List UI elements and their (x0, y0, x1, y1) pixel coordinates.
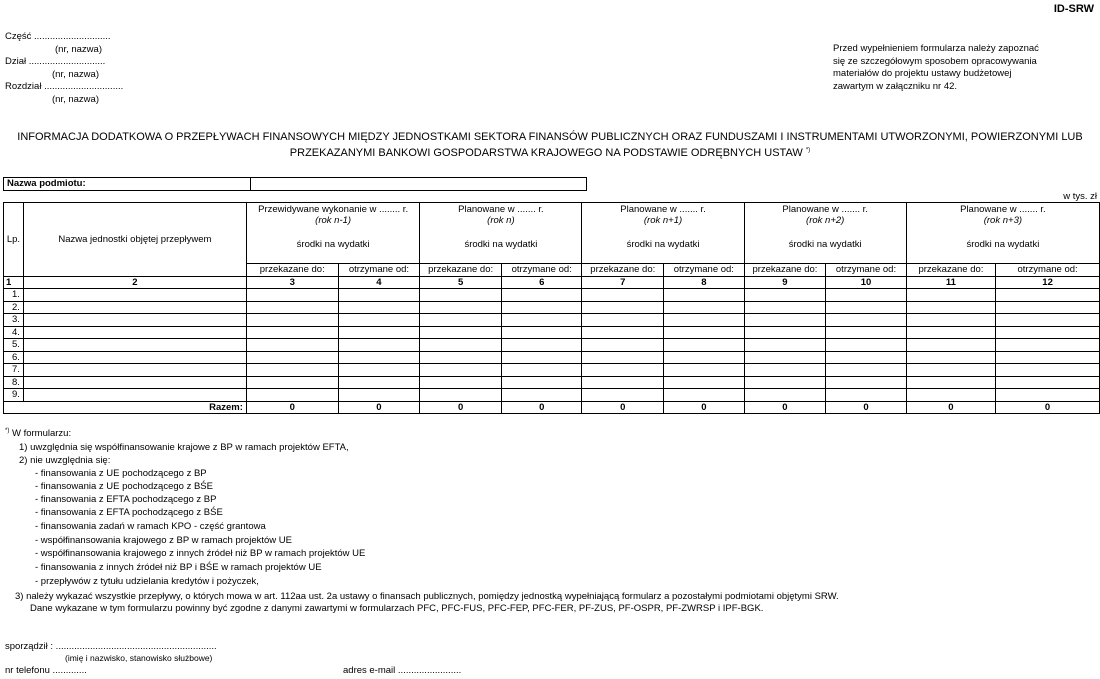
rozdzial-hint: (nr, nazwa) (52, 94, 99, 105)
table-cell[interactable] (338, 389, 420, 402)
table-cell[interactable] (420, 389, 502, 402)
table-cell[interactable] (420, 326, 502, 339)
table-cell[interactable] (906, 376, 995, 389)
instruction-line-3: materiałów do projektu ustawy budżetowej (833, 68, 1012, 79)
table-cell[interactable] (906, 389, 995, 402)
col-number: 5 (420, 276, 502, 289)
table-cell[interactable] (338, 351, 420, 364)
title-footnote-marker: *) (805, 147, 811, 154)
table-cell[interactable] (906, 351, 995, 364)
srodki-header: środki na wydatki (420, 227, 582, 264)
table-cell[interactable] (23, 389, 246, 402)
footnote-item-3-note: Dane wykazane w tym formularzu powinny być zgodne z danymi zawartymi w formularzach PFC, PFC-FUS, PFC-FEP, PFC-FER, PF-ZUS, PF-OSPR, PF-ZWRSP i IPF-BGK. (30, 603, 764, 614)
table-cell[interactable] (664, 314, 745, 327)
table-cell[interactable] (996, 376, 1100, 389)
period-header (246, 203, 419, 227)
table-cell[interactable] (906, 301, 995, 314)
table-row (4, 389, 1100, 402)
przekazane-header: przekazane do: (744, 264, 826, 277)
table-row (4, 289, 1100, 302)
table-cell[interactable] (246, 389, 338, 402)
period-title: Planowane w ....... r. (782, 204, 868, 215)
table-cell[interactable] (996, 289, 1100, 302)
srodki-header: środki na wydatki (744, 227, 906, 264)
total-label: Razem: (4, 401, 247, 414)
table-cell[interactable] (826, 326, 907, 339)
form-id: ID-SRW (1053, 3, 1094, 15)
table-cell[interactable] (420, 351, 502, 364)
total-value: 0 (338, 401, 420, 414)
footnote-item-3: 3) należy wykazać wszystkie przepływy, o których mowa w art. 112aa ust. 2a ustawy o finansach publicznych, pomiędzy jednostką wypełniającą formularz a pozostałymi podmiotami objętymi SRW. (15, 591, 839, 602)
otrzymane-header: otrzymane od: (664, 264, 745, 277)
table-cell[interactable] (246, 301, 338, 314)
table-cell[interactable] (664, 389, 745, 402)
table-cell[interactable] (420, 364, 502, 377)
col-number: 9 (744, 276, 826, 289)
nazwa-podmiotu-label: Nazwa podmiotu: (4, 178, 251, 190)
col-number: 11 (906, 276, 995, 289)
table-cell[interactable] (664, 289, 745, 302)
table-cell[interactable] (826, 376, 907, 389)
period-year: (rok n+1) (643, 215, 683, 226)
footnote-sub-item: - przepływów z tytułu udzielania kredytów i pożyczek, (35, 576, 259, 587)
period-header (906, 203, 1099, 227)
table-cell[interactable] (664, 301, 745, 314)
rozdzial-field[interactable]: Rozdział .............................. (5, 81, 124, 92)
table-cell[interactable] (664, 364, 745, 377)
table-cell[interactable] (582, 326, 664, 339)
table-cell[interactable] (23, 376, 246, 389)
otrzymane-header: otrzymane od: (996, 264, 1100, 277)
otrzymane-header: otrzymane od: (826, 264, 907, 277)
period-header (420, 203, 582, 227)
col-number: 3 (246, 276, 338, 289)
srodki-header: środki na wydatki (246, 227, 419, 264)
table-row (4, 351, 1100, 364)
period-title: Przewidywane wykonanie w ........ r. (258, 204, 409, 215)
period-title: Planowane w ....... r. (458, 204, 544, 215)
col-number: 6 (501, 276, 582, 289)
row-number: 9. (4, 389, 24, 402)
total-value: 0 (906, 401, 995, 414)
row-number: 7. (4, 364, 24, 377)
table-cell[interactable] (826, 389, 907, 402)
total-value: 0 (826, 401, 907, 414)
total-value: 0 (246, 401, 338, 414)
table-row (4, 326, 1100, 339)
total-value: 0 (582, 401, 664, 414)
row-number: 8. (4, 376, 24, 389)
phone-field[interactable]: nr telefonu ............. (5, 665, 87, 676)
row-number: 3. (4, 314, 24, 327)
table-cell[interactable] (338, 376, 420, 389)
table-cell[interactable] (906, 339, 995, 352)
table-cell[interactable] (582, 314, 664, 327)
przekazane-header: przekazane do: (420, 264, 502, 277)
col-number: 12 (996, 276, 1100, 289)
row-number: 5. (4, 339, 24, 352)
table-cell[interactable] (501, 326, 582, 339)
sporzadzil-field[interactable]: sporządził : ............................................................. (5, 641, 217, 652)
period-year: (rok n+3) (983, 215, 1023, 226)
table-cell[interactable] (582, 289, 664, 302)
table-cell[interactable] (23, 289, 246, 302)
table-cell[interactable] (246, 364, 338, 377)
table-cell[interactable] (501, 301, 582, 314)
otrzymane-header: otrzymane od: (501, 264, 582, 277)
table-cell[interactable] (996, 389, 1100, 402)
table-row (4, 301, 1100, 314)
table-cell[interactable] (501, 314, 582, 327)
total-row (4, 401, 1100, 414)
table-cell[interactable] (338, 314, 420, 327)
table-cell[interactable] (501, 389, 582, 402)
form-title-line-1: INFORMACJA DODATKOWA O PRZEPŁYWACH FINANSOWYCH MIĘDZY JEDNOSTKAMI SEKTORA FINANSÓW PUBLICZNYCH ORAZ FUNDUSZAMI I INSTRUMENTAMI UTWORZONYMI, POWIERZONYMI LUB (17, 131, 1083, 143)
table-cell[interactable] (744, 339, 826, 352)
table-cell[interactable] (996, 351, 1100, 364)
footnote-intro (5, 428, 71, 439)
footnote-sub-item: - finansowania z EFTA pochodzącego z BŚE (35, 507, 223, 518)
table-row (4, 364, 1100, 377)
footnote-sub-item: - finansowania z EFTA pochodzącego z BP (35, 494, 217, 505)
footnote-marker: *) (5, 428, 10, 434)
footnote-sub-item: - współfinansowania krajowego z innych źródeł niż BP w ramach projektów UE (35, 548, 366, 559)
przekazane-header: przekazane do: (582, 264, 664, 277)
table-cell[interactable] (246, 314, 338, 327)
total-value: 0 (501, 401, 582, 414)
table-cell[interactable] (23, 339, 246, 352)
footnote-intro-text: W formularzu: (11, 428, 72, 440)
dzial-hint: (nr, nazwa) (52, 69, 99, 80)
footnote-sub-item: - finansowania z UE pochodzącego z BP (35, 468, 207, 479)
otrzymane-header: otrzymane od: (338, 264, 420, 277)
table-cell[interactable] (501, 289, 582, 302)
table-cell[interactable] (996, 314, 1100, 327)
table-cell[interactable] (246, 376, 338, 389)
table-cell[interactable] (664, 326, 745, 339)
table-cell[interactable] (338, 339, 420, 352)
table-cell[interactable] (826, 314, 907, 327)
table-row (4, 376, 1100, 389)
nazwa-podmiotu-input[interactable] (251, 178, 586, 190)
footnote-item-1: 1) uwzględnia się współfinansowanie krajowe z BP w ramach projektów EFTA, (19, 442, 349, 453)
flows-table (3, 202, 1100, 414)
table-cell[interactable] (906, 289, 995, 302)
table-cell[interactable] (826, 339, 907, 352)
table-cell[interactable] (420, 339, 502, 352)
row-number: 4. (4, 326, 24, 339)
table-cell[interactable] (906, 326, 995, 339)
table-cell[interactable] (744, 301, 826, 314)
period-header (744, 203, 906, 227)
sporzadzil-hint: (imię i nazwisko, stanowisko służbowe) (65, 653, 213, 663)
table-cell[interactable] (826, 364, 907, 377)
col-number: 4 (338, 276, 420, 289)
table-cell[interactable] (23, 364, 246, 377)
footnote-sub-item: - finansowania z innych źródeł niż BP i BŚE w ramach projektów UE (35, 562, 322, 573)
row-number: 1. (4, 289, 24, 302)
table-cell[interactable] (582, 339, 664, 352)
table-row (4, 314, 1100, 327)
period-year: (rok n-1) (315, 215, 352, 226)
table-cell[interactable] (826, 289, 907, 302)
email-field[interactable]: adres e-mail ........................ (343, 665, 462, 676)
table-cell[interactable] (996, 326, 1100, 339)
footnote-sub-item: - współfinansowania krajowego z BP w ramach projektów UE (35, 535, 292, 546)
table-cell[interactable] (996, 339, 1100, 352)
table-cell[interactable] (338, 301, 420, 314)
period-year: (rok n) (487, 215, 515, 226)
table-cell[interactable] (744, 351, 826, 364)
table-cell[interactable] (501, 351, 582, 364)
table-cell[interactable] (744, 376, 826, 389)
table-cell[interactable] (664, 376, 745, 389)
table-cell[interactable] (826, 351, 907, 364)
instruction-line-2: się ze szczegółowym sposobem opracowywania (833, 56, 1037, 67)
table-cell[interactable] (582, 376, 664, 389)
total-value: 0 (420, 401, 502, 414)
table-cell[interactable] (420, 289, 502, 302)
table-cell[interactable] (23, 301, 246, 314)
table-cell[interactable] (664, 339, 745, 352)
table-cell[interactable] (744, 364, 826, 377)
dzial-field[interactable]: Dział ............................. (5, 56, 106, 67)
footnote-sub-item: - finansowania z UE pochodzącego z BŚE (35, 481, 213, 492)
form-title-text: PRZEKAZANYMI BANKOWI GOSPODARSTWA KRAJOWEGO NA PODSTAWIE ODRĘBNYCH USTAW (289, 147, 803, 159)
table-cell[interactable] (582, 351, 664, 364)
srodki-header: środki na wydatki (906, 227, 1099, 264)
period-title: Planowane w ....... r. (960, 204, 1046, 215)
lp-header: Lp. (4, 203, 24, 277)
instruction-line-4: zawartym w załączniku nr 42. (833, 81, 958, 92)
period-header (582, 203, 744, 227)
przekazane-header: przekazane do: (246, 264, 338, 277)
table-cell[interactable] (906, 314, 995, 327)
table-cell[interactable] (338, 364, 420, 377)
srodki-header: środki na wydatki (582, 227, 744, 264)
col-number: 7 (582, 276, 664, 289)
instruction-line-1: Przed wypełnieniem formularza należy zapoznać (833, 43, 1039, 54)
table-cell[interactable] (23, 314, 246, 327)
col-number: 8 (664, 276, 745, 289)
total-value: 0 (744, 401, 826, 414)
table-cell[interactable] (501, 339, 582, 352)
table-cell[interactable] (501, 364, 582, 377)
period-title: Planowane w ....... r. (620, 204, 706, 215)
table-cell[interactable] (744, 289, 826, 302)
table-cell[interactable] (906, 364, 995, 377)
row-number: 6. (4, 351, 24, 364)
name-header: Nazwa jednostki objętej przepływem (23, 203, 246, 277)
col-number: 2 (23, 276, 246, 289)
table-cell[interactable] (246, 351, 338, 364)
row-number: 2. (4, 301, 24, 314)
table-cell[interactable] (420, 376, 502, 389)
col-number: 1 (4, 276, 24, 289)
footnote-item-2: 2) nie uwzględnia się: (19, 455, 111, 466)
table-cell[interactable] (826, 301, 907, 314)
table-cell[interactable] (664, 351, 745, 364)
period-year: (rok n+2) (806, 215, 845, 226)
nazwa-podmiotu-box (3, 177, 587, 191)
table-cell[interactable] (744, 326, 826, 339)
table-cell[interactable] (338, 326, 420, 339)
table-cell[interactable] (246, 339, 338, 352)
table-cell[interactable] (501, 376, 582, 389)
przekazane-header: przekazane do: (906, 264, 995, 277)
table-cell[interactable] (338, 289, 420, 302)
table-cell[interactable] (744, 314, 826, 327)
table-cell[interactable] (420, 301, 502, 314)
czesc-field[interactable]: Część ............................. (5, 31, 111, 42)
table-cell[interactable] (246, 289, 338, 302)
footnote-sub-item: - finansowania zadań w ramach KPO - część grantowa (35, 521, 266, 532)
form-title-line-2 (0, 147, 1100, 159)
col-number: 10 (826, 276, 907, 289)
table-row (4, 339, 1100, 352)
total-value: 0 (664, 401, 745, 414)
table-cell[interactable] (582, 364, 664, 377)
table-cell[interactable] (582, 389, 664, 402)
table-cell[interactable] (246, 326, 338, 339)
czesc-hint: (nr, nazwa) (55, 44, 102, 55)
table-cell[interactable] (996, 301, 1100, 314)
table-cell[interactable] (582, 301, 664, 314)
units-label: w tys. zł (1063, 191, 1097, 202)
table-cell[interactable] (420, 314, 502, 327)
table-cell[interactable] (23, 351, 246, 364)
table-cell[interactable] (744, 389, 826, 402)
table-cell[interactable] (996, 364, 1100, 377)
total-value: 0 (996, 401, 1100, 414)
table-cell[interactable] (23, 326, 246, 339)
